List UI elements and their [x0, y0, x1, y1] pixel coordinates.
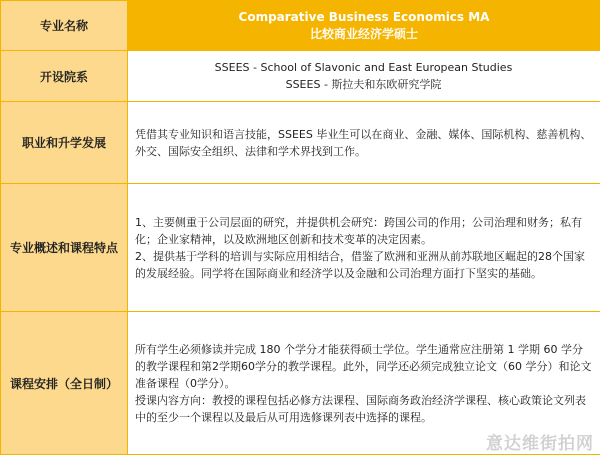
table-row — [1, 184, 600, 312]
department-name-zh: SSEES - 斯拉夫和东欧研究学院 — [285, 78, 442, 91]
career-text: 凭借其专业知识和语言技能，SSEES 毕业生可以在商业、金融、媒体、国际机构、慈善机构、外交、国际安全组织、法律和学术界找到工作。 — [128, 102, 600, 184]
department-label: 开设院系 — [1, 51, 128, 102]
career-label: 职业和升学发展 — [1, 102, 128, 184]
program-title-en: Comparative Business Economics MA — [238, 9, 490, 24]
overview-point-1: 1、主要侧重于公司层面的研究，并提供机会研究：跨国公司的作用；公司治理和财务；私有化；企业家精神，以及欧洲地区创新和技术变革的决定因素。 — [135, 215, 582, 246]
program-title-zh: 比较商业经济学硕士 — [309, 26, 418, 41]
schedule-requirements: 所有学生必须修读并完成 180 个学分才能获得硕士学位。学生通常应注册第 1 学期 60 学分的教学课程和第2学期60学分的教学课程。此外，同学还必须完成独立论文（60 学分）和论文准备课程（0学分）。 — [135, 342, 592, 390]
table-row — [1, 1, 600, 51]
schedule-label: 课程安排（全日制） — [1, 312, 128, 455]
program-name-value — [128, 1, 600, 51]
table-row — [1, 51, 600, 102]
program-name-label: 专业名称 — [1, 1, 128, 51]
overview-value — [128, 184, 600, 312]
table-row — [1, 102, 600, 184]
watermark: 意达维街拍网 — [486, 434, 594, 454]
department-value — [128, 51, 600, 102]
schedule-course-direction: 授课内容方向：教授的课程包括必修方法课程、国际商务政治经济学课程、核心政策论文列表中的至少一个课程以及最后从可用选修课列表中选择的课程。 — [135, 393, 586, 424]
department-name-en: SSEES - School of Slavonic and East European Studies — [214, 61, 513, 74]
overview-point-2: 2、提供基于学科的培训与实际应用相结合，借鉴了欧洲和亚洲从前苏联地区崛起的28个国家的发展经验。同学将在国际商业和经济学以及金融和公司治理方面打下坚实的基础。 — [135, 249, 585, 280]
overview-label: 专业概述和课程特点 — [1, 184, 128, 312]
